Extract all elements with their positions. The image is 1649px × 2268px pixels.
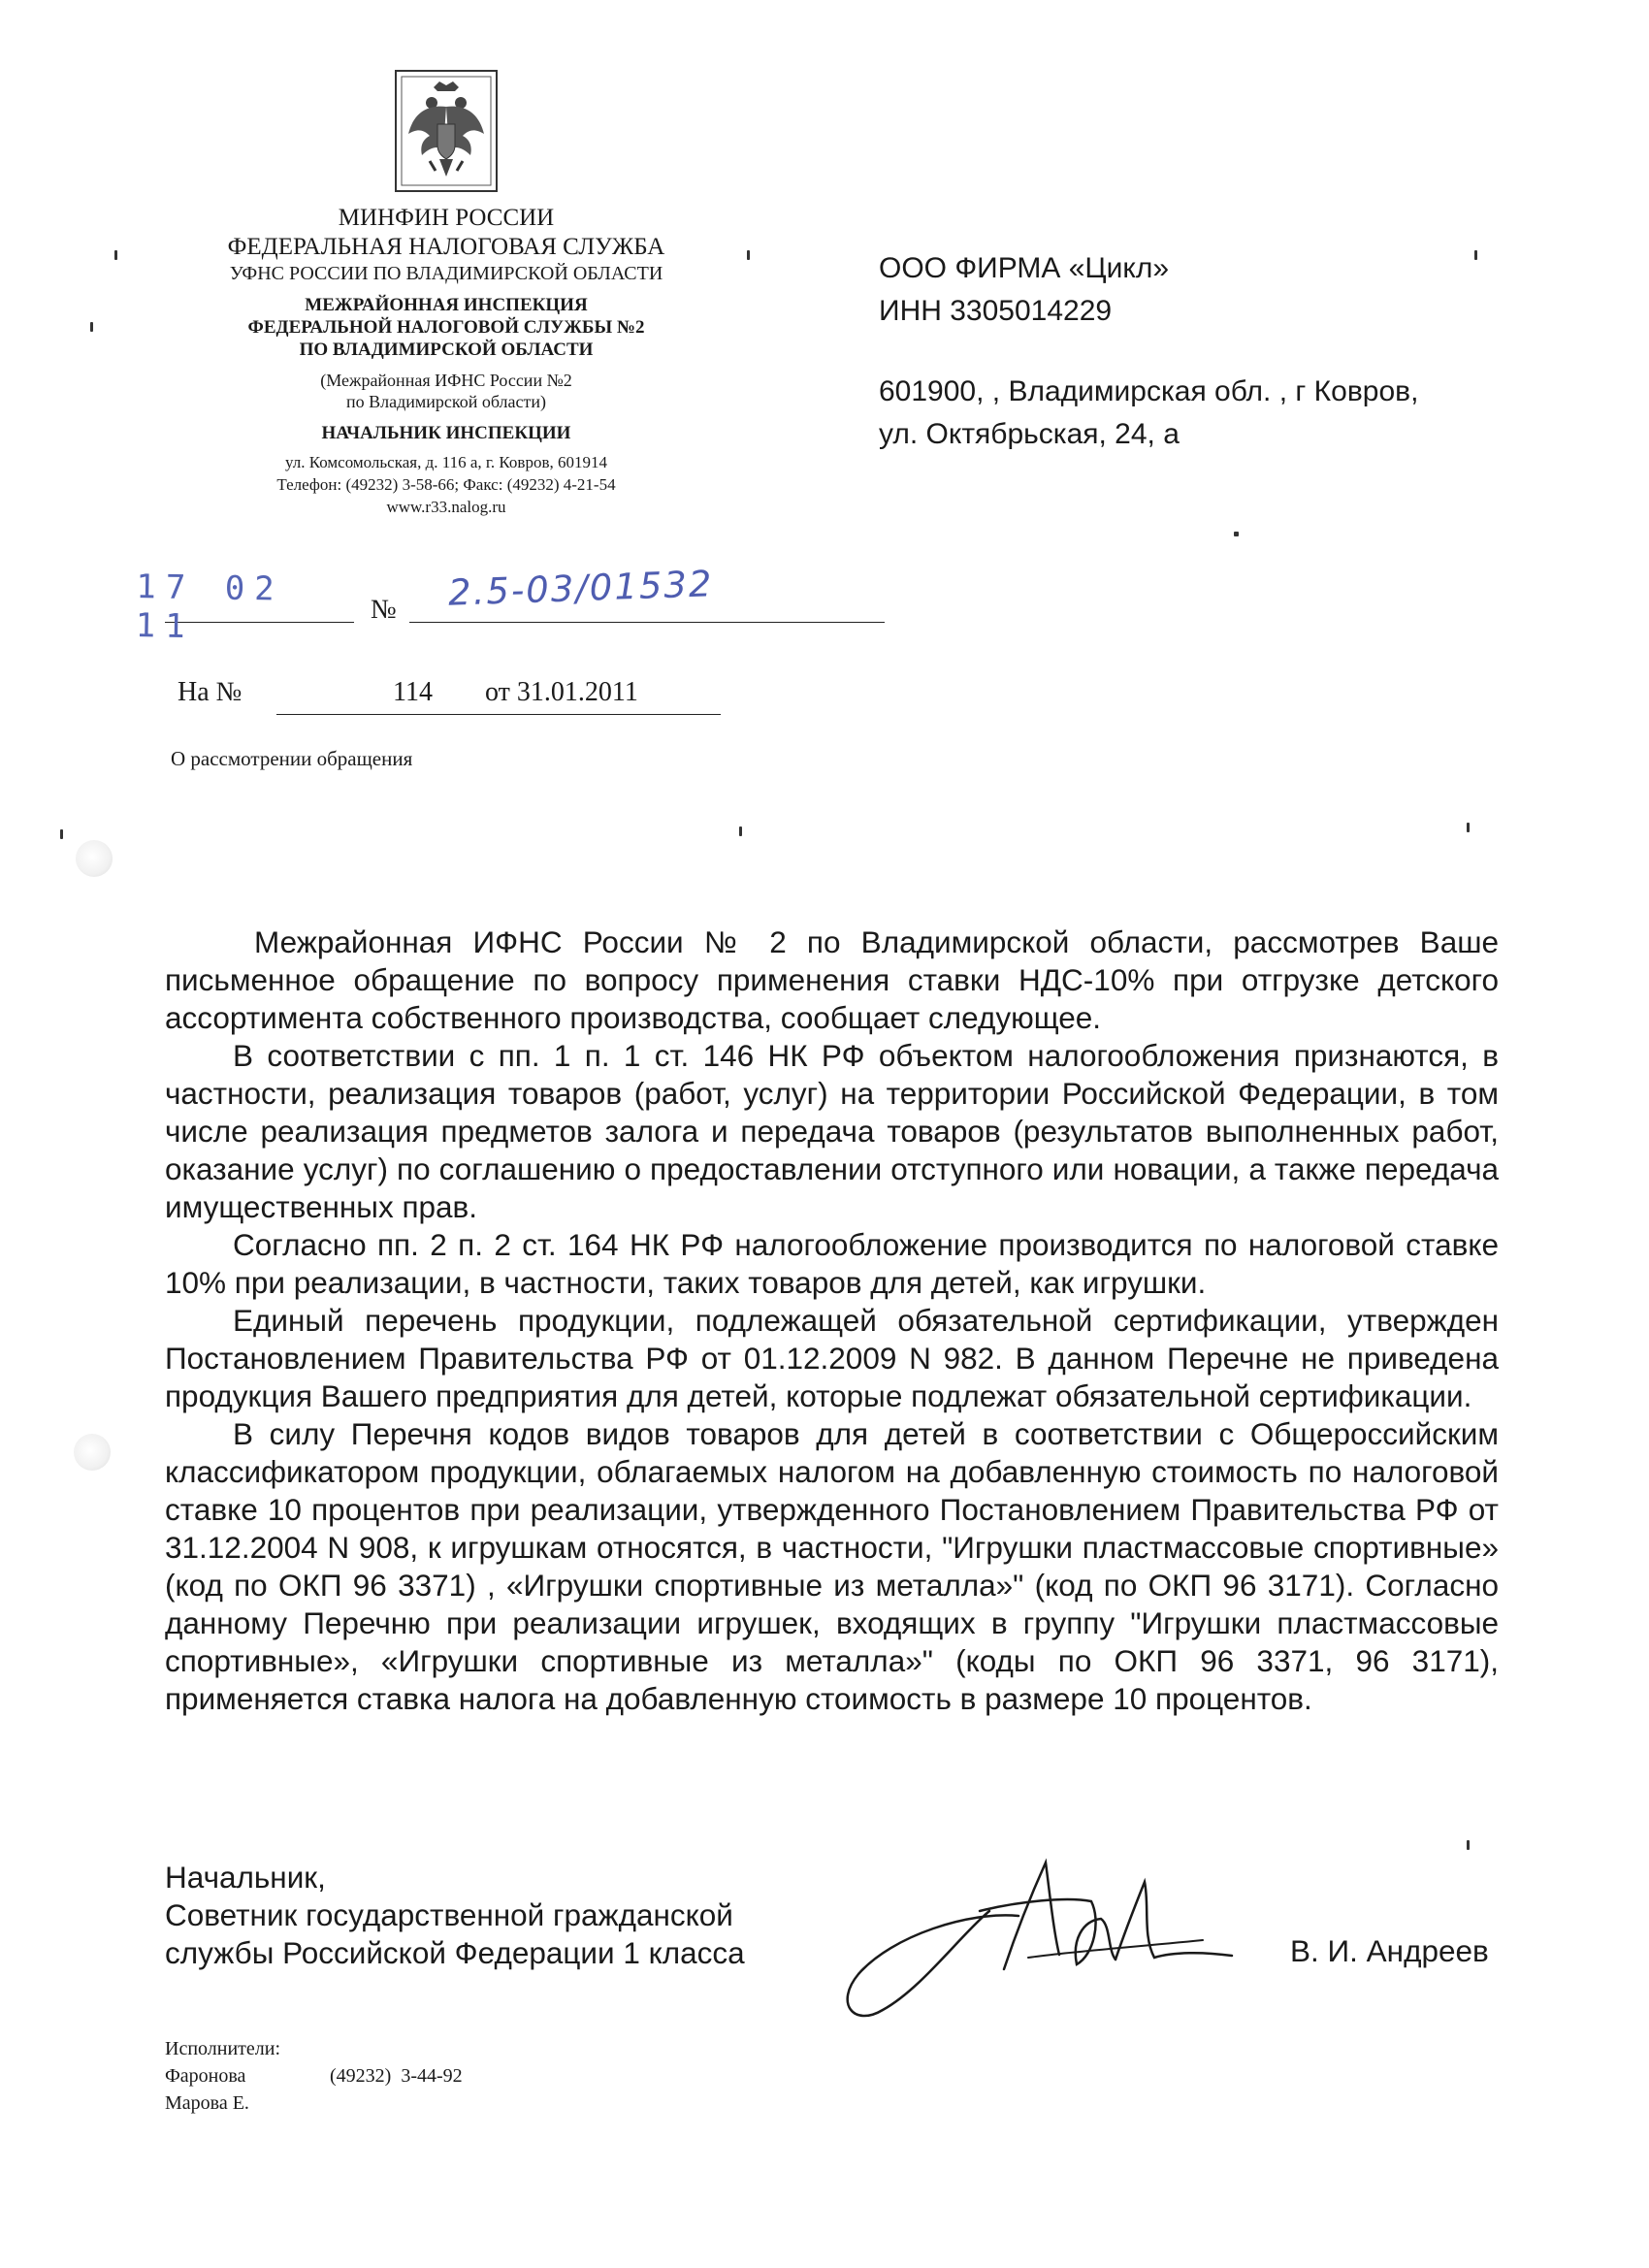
scan-speck <box>1467 1840 1470 1850</box>
coat-of-arms-icon <box>393 68 500 194</box>
scan-speck <box>60 829 63 839</box>
inspection-name-line2: ФЕДЕРАЛЬНОЙ НАЛОГОВОЙ СЛУЖБЫ №2 <box>247 316 645 338</box>
ministry-name: МИНФИН РОССИИ <box>338 205 555 231</box>
recipient-address-line2: ул. Октябрьская, 24, а <box>879 417 1180 450</box>
letter-subject: О рассмотрении обращения <box>171 747 413 770</box>
registration-number-field <box>409 563 885 623</box>
reference-label: На № <box>178 677 242 707</box>
executors-label: Исполнители: <box>165 2038 281 2059</box>
short-name-line1: (Межрайонная ИФНС России №2 <box>320 371 572 391</box>
body-paragraph: В силу Перечня кодов видов товаров для детей в соответствии с Общероссийским классификатором продукции, облагаемых налогом на добавленную стоимость по налоговой ставке 10 процентов при реализации, утвержденного Постановлением Правительства РФ от 31.12.2004 N 908, к игрушкам относятся, в частности, "Игрушки пластмассовые спортивные» (код по ОКП 96 3371) , «Игрушки спортивные из металла»" (код по ОКП 96 3171). Согласно данному Перечню при реализации игрушек, входящих в группу "Игрушки пластмассовые спортивные», «Игрушки спортивные из металла»" (коды по ОКП 96 3371, 96 3171), применяется ставка налога на добавленную стоимость в размере 10 процентов. <box>165 1416 1499 1716</box>
inspection-website: www.r33.nalog.ru <box>386 498 506 517</box>
reference-line <box>178 677 721 716</box>
scan-speck <box>114 250 117 260</box>
registration-number: 2.5-03/01532 <box>447 563 715 614</box>
reference-number: 114 <box>393 677 433 707</box>
executor-phone: (49232) 3-44-92 <box>330 2065 463 2087</box>
letterhead <box>165 68 728 519</box>
body-paragraph: В соответствии с пп. 1 п. 1 ст. 146 НК РФ объектом налогообложения признаются, в частности, реализация товаров (работ, услуг) на территории Российской Федерации, в том числе реализация предметов залога и передача товаров (результатов выполненных работ, оказание услуг) по соглашению о предоставлении отступного или новации, а также передача имущественных прав. <box>165 1038 1499 1224</box>
executor-name: Марова Е. <box>165 2092 249 2114</box>
scan-speck <box>747 250 750 260</box>
registration-date-stamp: 17 02 11 <box>135 567 285 647</box>
service-name: ФЕДЕРАЛЬНАЯ НАЛОГОВАЯ СЛУЖБА <box>227 234 665 260</box>
inspection-name-line1: МЕЖРАЙОННАЯ ИНСПЕКЦИЯ <box>305 295 588 315</box>
punch-hole <box>76 840 113 877</box>
scan-speck <box>1467 823 1470 832</box>
signatory-title <box>165 1859 745 1972</box>
scan-speck <box>1234 532 1239 536</box>
inspection-phone: Телефон: (49232) 3-58-66; Факс: (49232) 4-21-54 <box>276 475 616 495</box>
recipient-inn: ИНН 3305014229 <box>879 294 1113 327</box>
signatory-title-line2: Советник государственной гражданской <box>165 1897 733 1932</box>
body-paragraph: Межрайонная ИФНС России № 2 по Владимирской области, рассмотрев Ваше письменное обращение по вопросу применения ставки НДС-10% при отгрузке детского ассортимента собственного производства, сообщает следующее. <box>165 924 1499 1035</box>
signatory-title-line3: службы Российской Федерации 1 класса <box>165 1935 745 1970</box>
scan-speck <box>739 826 742 836</box>
body-paragraph: Единый перечень продукции, подлежащей обязательной сертификации, утвержден Постановлением Правительства РФ от 01.12.2009 N 982. В данном Перечне не приведена продукция Вашего предприятия для детей, которые подлежат обязательной сертификации. <box>165 1303 1499 1413</box>
recipient-block <box>879 247 1577 455</box>
chief-title: НАЧАЛЬНИК ИНСПЕКЦИИ <box>321 422 571 443</box>
department-name: УФНС РОССИИ ПО ВЛАДИМИРСКОЙ ОБЛАСТИ <box>229 263 663 284</box>
recipient-company: ООО ФИРМА «Цикл» <box>879 252 1170 284</box>
punch-hole <box>74 1434 111 1471</box>
letter-body <box>165 923 1499 1718</box>
recipient-address-line1: 601900, , Владимирская обл. , г Ковров, <box>879 375 1419 407</box>
executor-row <box>165 2062 463 2090</box>
reference-field <box>276 677 721 715</box>
scan-speck <box>90 322 93 332</box>
signatory-title-line1: Начальник, <box>165 1860 326 1895</box>
registration-number-label: № <box>371 595 397 625</box>
registration-line <box>135 563 728 647</box>
executor-name: Фаронова <box>165 2065 246 2087</box>
reference-date: от 31.01.2011 <box>485 677 638 707</box>
body-paragraph: Согласно пп. 2 п. 2 ст. 164 НК РФ налогообложение производится по налоговой ставке 10% при реализации, в частности, таких товаров для детей, как игрушки. <box>165 1227 1499 1300</box>
contact-block <box>165 452 728 519</box>
short-name-line2: по Владимирской области) <box>345 391 547 411</box>
signatory-name: В. И. Андреев <box>1290 1933 1489 1968</box>
handwritten-signature <box>834 1843 1290 2037</box>
registration-date-field <box>135 567 354 647</box>
inspection-name-line3: ПО ВЛАДИМИРСКОЙ ОБЛАСТИ <box>299 339 594 360</box>
inspection-address: ул. Комсомольская, д. 116 а, г. Ковров, 601914 <box>285 453 607 472</box>
executors-block <box>165 2035 463 2117</box>
